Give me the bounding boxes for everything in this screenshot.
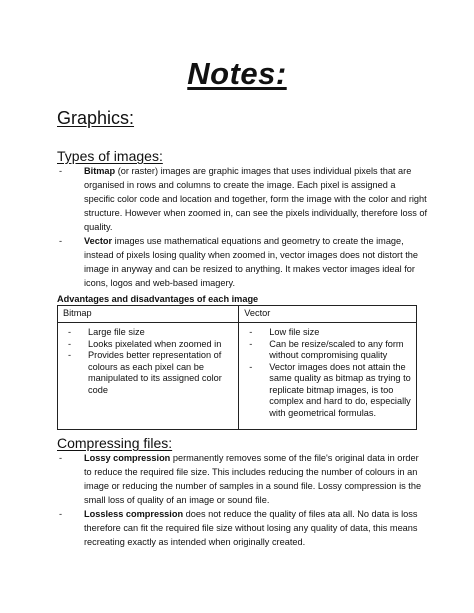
- list-item: [62, 327, 234, 339]
- bullet-dash: -: [59, 236, 63, 246]
- lossy-description: permanently removes some of the file's original data in order to reduce the required file size. This includes reducing the number of colours in an image or reducing the number of samples in a sound file. Lossy compression is the small loss of quality of an image or sound file.: [84, 453, 422, 505]
- table-row: [58, 323, 417, 430]
- bullet-dash: -: [59, 509, 63, 519]
- compress-list: [57, 451, 427, 549]
- compress-heading: Compressing files:: [57, 435, 173, 451]
- bitmap-cell: [58, 323, 239, 430]
- term-lossy: Lossy compression: [84, 453, 171, 463]
- graphics-heading: Graphics:: [57, 108, 135, 128]
- bullet-dash: -: [68, 327, 72, 337]
- types-list: [57, 164, 427, 290]
- term-vector: Vector: [84, 236, 113, 246]
- term-bitmap: Bitmap: [84, 166, 116, 176]
- header-vector: Vector: [239, 306, 417, 323]
- list-item: [57, 164, 427, 234]
- list-item: [243, 327, 412, 339]
- comparison-table: [57, 305, 417, 430]
- bitmap-point: Large file size: [88, 327, 145, 337]
- bullet-dash: -: [249, 327, 253, 337]
- types-heading: Types of images:: [57, 148, 163, 164]
- vector-point: Low file size: [269, 327, 320, 337]
- lossless-description: does not reduce the quality of files ata all. No data is loss therefore can fit the required file size without losing any quality of data, this means recreating exactly as intended when originally created.: [84, 509, 418, 547]
- bitmap-point: Looks pixelated when zoomed in: [88, 338, 222, 349]
- list-item: [62, 339, 234, 351]
- bullet-dash: -: [59, 166, 63, 176]
- list-item: [62, 350, 234, 396]
- page-title: Notes:: [187, 56, 287, 91]
- vector-cell: [239, 323, 417, 430]
- table-header-row: [58, 306, 417, 323]
- bullet-dash: -: [68, 350, 72, 360]
- table-caption: Advantages and disadvantages of each image: [57, 294, 259, 304]
- list-item: [57, 451, 427, 507]
- term-lossless: Lossless compression: [84, 509, 184, 519]
- bullet-dash: -: [68, 338, 72, 349]
- list-item: [243, 362, 412, 420]
- bitmap-point: Provides better representation of colours as each pixel can be manipulated to its assigned color code: [88, 350, 222, 395]
- vector-point: Vector images does not attain the same quality as bitmap as trying to replicate bitmap images, is too complex and hard to do, especially with geometrical formulas.: [269, 361, 411, 418]
- bullet-dash: -: [249, 338, 253, 349]
- bullet-dash: -: [59, 453, 63, 463]
- list-item: [243, 339, 412, 362]
- vector-description: images use mathematical equations and geometry to create the image, instead of pixels losing quality when zoomed in, vector images does not distort the image in anyway and can be resized to anything. It makes vector images ideal for icons, logos and web-based imagery.: [84, 236, 418, 288]
- vector-point: Can be resize/scaled to any form without compromising quality: [269, 338, 404, 360]
- list-item: [57, 507, 427, 549]
- list-item: [57, 234, 427, 290]
- header-bitmap: Bitmap: [58, 306, 239, 323]
- bitmap-description: (or raster) images are graphic images that uses individual pixels that are organised in rows and columns to create the image. Each pixel is assigned a specific color code and location and together, form the image with the color and right structure. However when zoomed in, can see the pixels individually, therefore loss of quality.: [84, 166, 428, 232]
- bullet-dash: -: [249, 361, 253, 372]
